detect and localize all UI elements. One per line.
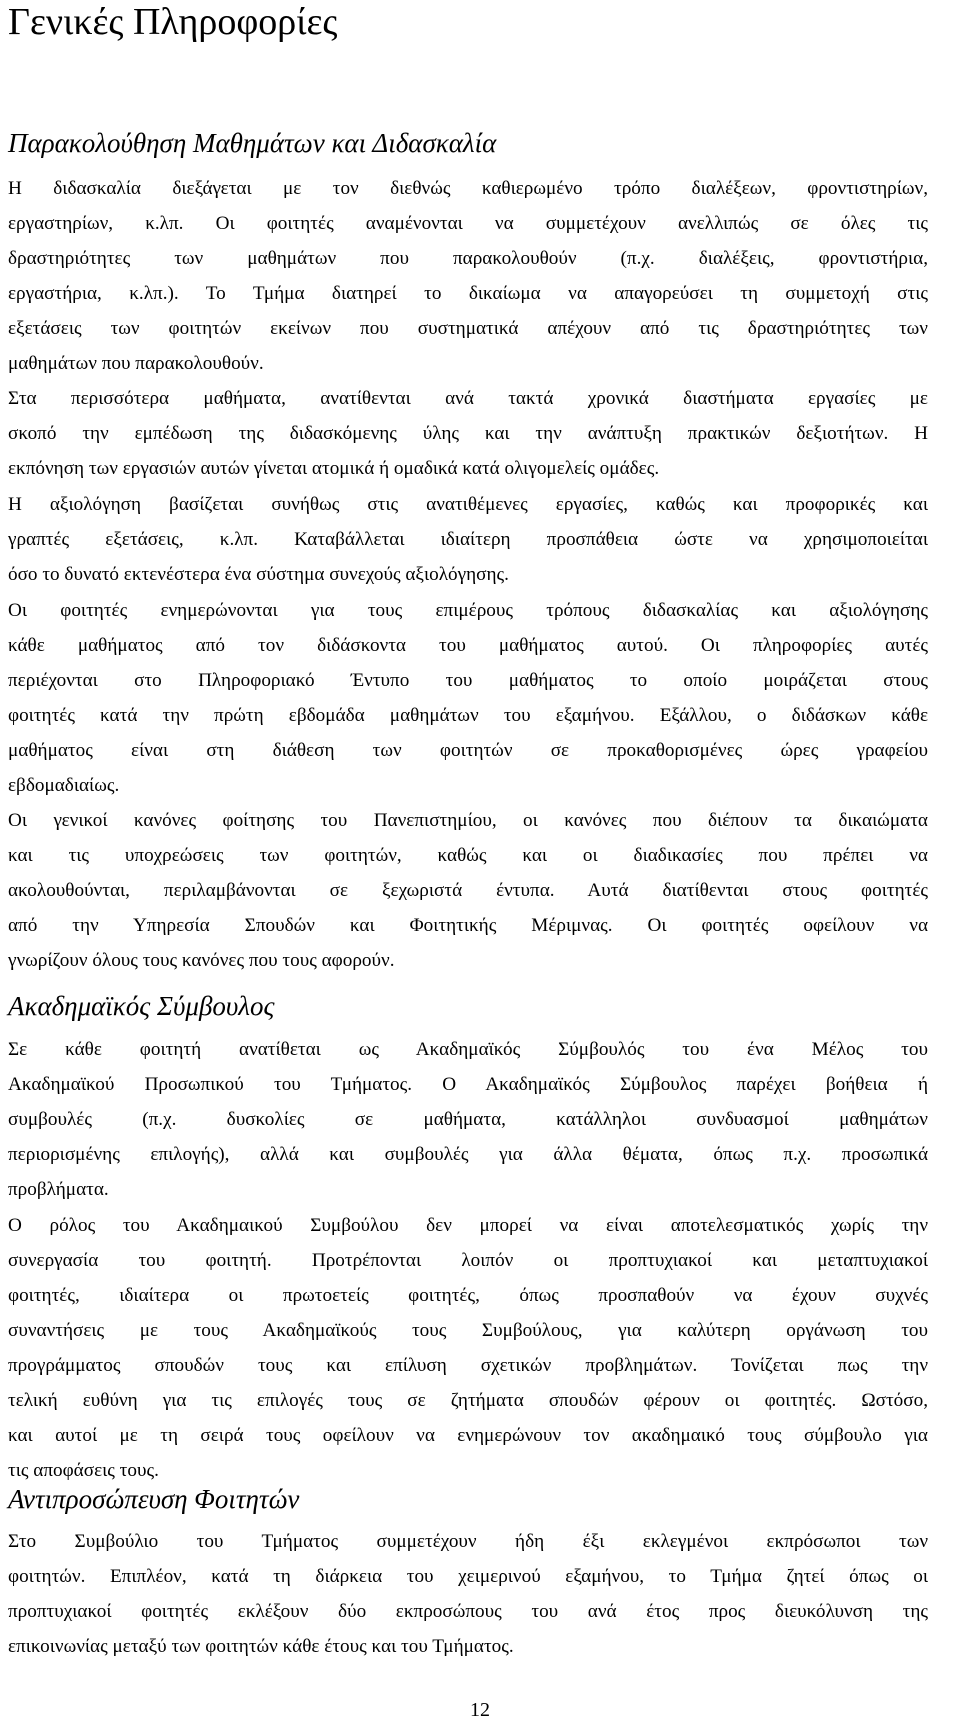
text-line: Ακαδημαϊκού Προσωπικού του Τμήματος. Ο Ακαδημαϊκός Σύμβουλος παρέχει βοήθεια ή [8,1074,928,1095]
text-line: εξετάσεις των φοιτητών εκείνων που συστηματικά απέχουν από τις δραστηριότητες των [8,318,928,339]
text-line: γραπτές εξετάσεις, κ.λπ. Καταβάλλεται ιδιαίτερη προσπάθεια ώστε να χρησιμοποιείται [8,529,928,550]
text-line: προβλήματα. [8,1179,109,1200]
text-line: φοιτητές, ιδιαίτερα οι πρωτοετείς φοιτητές, όπως προσπαθούν να έχουν συχνές [8,1285,928,1306]
page-number: 12 [470,1699,490,1721]
text-line: Η αξιολόγηση βασίζεται συνήθως στις ανατιθέμενες εργασίες, καθώς και προφορικές και [8,494,928,515]
text-line: προπτυχιακοί φοιτητές εκλέξουν δύο εκπροσώπους του ανά έτος προς διευκόλυνση της [8,1601,928,1622]
text-line: κάθε μαθήματος από τον διδάσκοντα του μαθήματος αυτού. Οι πληροφορίες αυτές [8,635,928,656]
text-line: τις αποφάσεις τους. [8,1460,159,1481]
paragraph-assignments [8,381,928,486]
text-line: και αυτοί με τη σειρά τους οφείλουν να ενημερώνουν τον ακαδημαικό τους σύμβουλο για [8,1425,928,1446]
text-line: επικοινωνίας μεταξύ των φοιτητών κάθε έτους και του Τμήματος. [8,1636,514,1657]
text-line: και τις υποχρεώσεις των φοιτητών, καθώς και οι διαδικασίες που πρέπει να [8,845,928,866]
text-line: εργαστηρίων, κ.λπ. Οι φοιτητές αναμένονται να συμμετέχουν ανελλιπώς σε όλες τις [8,213,928,234]
text-line: περιέχονται στο Πληροφοριακό Έντυπο του μαθήματος το οποίο μοιράζεται στους [8,670,928,691]
text-line: Στα περισσότερα μαθήματα, ανατίθενται ανά τακτά χρονικά διαστήματα εργασίες με [8,388,928,409]
text-line: γνωρίζουν όλους τους κανόνες που τους αφορούν. [8,950,395,971]
section-heading-advisor: Ακαδημαϊκός Σύμβουλος [8,991,275,1021]
text-line: εβδομαδιαίως. [8,775,120,796]
text-line: συμβουλές (π.χ. δυσκολίες σε μαθήματα, κατάλληλοι συνδυασμοί μαθημάτων [8,1109,928,1130]
text-line: συνεργασία του φοιτητή. Προτρέπονται λοιπόν οι προπτυχιακοί και μεταπτυχιακοί [8,1250,928,1271]
paragraph-attendance [8,171,928,381]
paragraph-advisor-role [8,1208,928,1488]
text-line: εκπόνηση των εργασιών αυτών γίνεται ατομικά ή ομαδικά κατά ολιγομελείς ομάδες. [8,458,660,479]
text-line: σκοπό την εμπέδωση της διδασκόμενης ύλης και την ανάπτυξη πρακτικών δεξιοτήτων. Η [8,423,928,444]
section-heading-teaching: Παρακολούθηση Μαθημάτων και Διδασκαλία [8,128,497,158]
section-heading-representation: Αντιπροσώπευση Φοιτητών [8,1484,300,1514]
page-title: Γενικές Πληροφορίες [8,1,338,43]
text-line: Οι φοιτητές ενημερώνονται για τους επιμέρους τρόπους διδασκαλίας και αξιολόγησης [8,600,928,621]
text-line: φοιτητές κατά την πρώτη εβδομάδα μαθημάτων του εξαμήνου. Εξάλλου, ο διδάσκων κάθε [8,705,928,726]
text-line: Στο Συμβούλιο του Τμήματος συμμετέχουν ήδη έξι εκλεγμένοι εκπρόσωποι των [8,1531,928,1552]
text-line: προγράμματος σπουδών τους και επίλυση σχετικών προβλημάτων. Τονίζεται πως την [8,1355,928,1376]
text-line: δραστηριότητες των μαθημάτων που παρακολουθούν (π.χ. διαλέξεις, φροντιστήρια, [8,248,928,269]
paragraph-advisor-assignment [8,1032,928,1207]
text-line: Η διδασκαλία διεξάγεται με τον διεθνώς καθιερωμένο τρόπο διαλέξεων, φροντιστηρίων, [8,178,928,199]
text-line: περιορισμένης επιλογής), αλλά και συμβουλές για άλλα θέματα, όπως π.χ. προσωπικά [8,1144,928,1165]
text-line: ακολουθούνται, περιλαμβάνονται σε ξεχωριστά έντυπα. Αυτά διατίθενται στους φοιτητές [8,880,928,901]
paragraph-representation [8,1524,928,1664]
text-line: φοιτητών. Επιπλέον, κατά τη διάρκεια του χειμερινού εξαμήνου, το Τμήμα ζητεί όπως οι [8,1566,928,1587]
text-line: τελική ευθύνη για τις επιλογές τους σε ζητήματα σπουδών φέρουν οι φοιτητές. Ωστόσο, [8,1390,928,1411]
paragraph-rules [8,803,928,978]
text-line: από την Υπηρεσία Σπουδών και Φοιτητικής Μέριμνας. Οι φοιτητές οφείλουν να [8,915,928,936]
text-line: όσο το δυνατό εκτενέστερα ένα σύστημα συνεχούς αξιολόγησης. [8,564,509,585]
text-line: Ο ρόλος του Ακαδημαικού Συμβούλου δεν μπορεί να είναι αποτελεσματικός χωρίς την [8,1215,928,1236]
text-line: μαθήματος είναι στη διάθεση των φοιτητών σε προκαθορισμένες ώρες γραφείου [8,740,928,761]
text-line: συναντήσεις με τους Ακαδημαϊκούς τους Συμβούλους, για καλύτερη οργάνωση του [8,1320,928,1341]
paragraph-information [8,593,928,803]
text-line: Σε κάθε φοιτητή ανατίθεται ως Ακαδημαϊκός Σύμβουλός του ένα Μέλος του [8,1039,928,1060]
paragraph-assessment [8,487,928,592]
text-line: Οι γενικοί κανόνες φοίτησης του Πανεπιστημίου, οι κανόνες που διέπουν τα δικαιώματα [8,810,928,831]
text-line: εργαστήρια, κ.λπ.). Το Τμήμα διατηρεί το δικαίωμα να απαγορεύσει τη συμμετοχή στις [8,283,928,304]
text-line: μαθημάτων που παρακολουθούν. [8,353,264,374]
